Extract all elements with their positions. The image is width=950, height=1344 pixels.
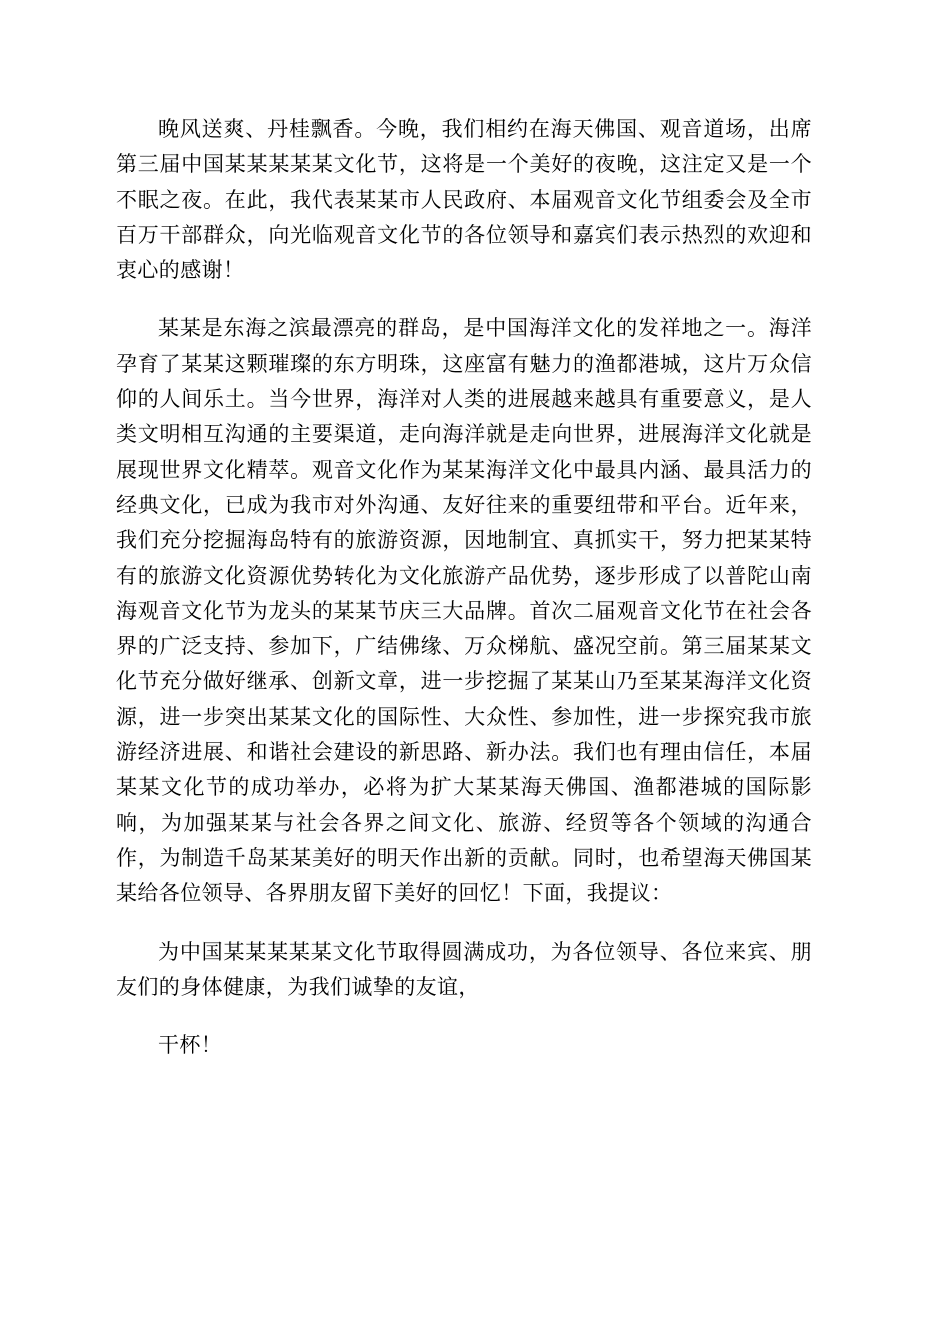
paragraph-body: 某某是东海之滨最漂亮的群岛，是中国海洋文化的发祥地之一。海洋孕育了某某这颗璀璨的东方明珠，这座富有魅力的渔都港城，这片万众信仰的人间乐土。当今世界，海洋对人类的进展越来越具有重要意义，是人类文明相互沟通的主要渠道，走向海洋就是走向世界，进展海洋文化就是展现世界文化精萃。观音文化作为某某海洋文化中最具内涵、最具活力的经典文化，已成为我市对外沟通、友好往来的重要纽带和平台。近年来，我们充分挖掘海岛特有的旅游资源，因地制宜、真抓实干，努力把某某特有的旅游文化资源优势转化为文化旅游产品优势，逐步形成了以普陀山南海观音文化节为龙头的某某节庆三大品牌。首次二届观音文化节在社会各界的广泛支持、参加下，广结佛缘、万众梯航、盛况空前。第三届某某文化节充分做好继承、创新文章，进一步挖掘了某某山乃至某某海洋文化资源，进一步突出某某文化的国际性、大众性、参加性，进一步探究我市旅游经济进展、和谐社会建设的新思路、新办法。我们也有理由信任，本届某某文化节的成功举办，必将为扩大某某海天佛国、渔都港城的国际影响，为加强某某与社会各界之间文化、旅游、经贸等各个领域的沟通合作，为制造千岛某某美好的明天作出新的贡献。同时，也希望海天佛国某某给各位领导、各界朋友留下美好的回忆！下面，我提议： [116, 316, 812, 906]
paragraph-cheers: 干杯！ [158, 1033, 223, 1058]
paragraph-welcome: 晚风送爽、丹桂飘香。今晚，我们相约在海天佛国、观音道场，出席第三届中国某某某某某文化节，这将是一个美好的夜晚，这注定又是一个不眠之夜。在此，我代表某某市人民政府、本届观音文化节组委会及全市百万干部群众，向光临观音文化节的各位领导和嘉宾们表示热烈的欢迎和衷心的感谢！ [116, 117, 812, 283]
paragraph-toast: 为中国某某某某某文化节取得圆满成功，为各位领导、各位来宾、朋友们的身体健康，为我们诚挚的友谊， [116, 939, 812, 999]
